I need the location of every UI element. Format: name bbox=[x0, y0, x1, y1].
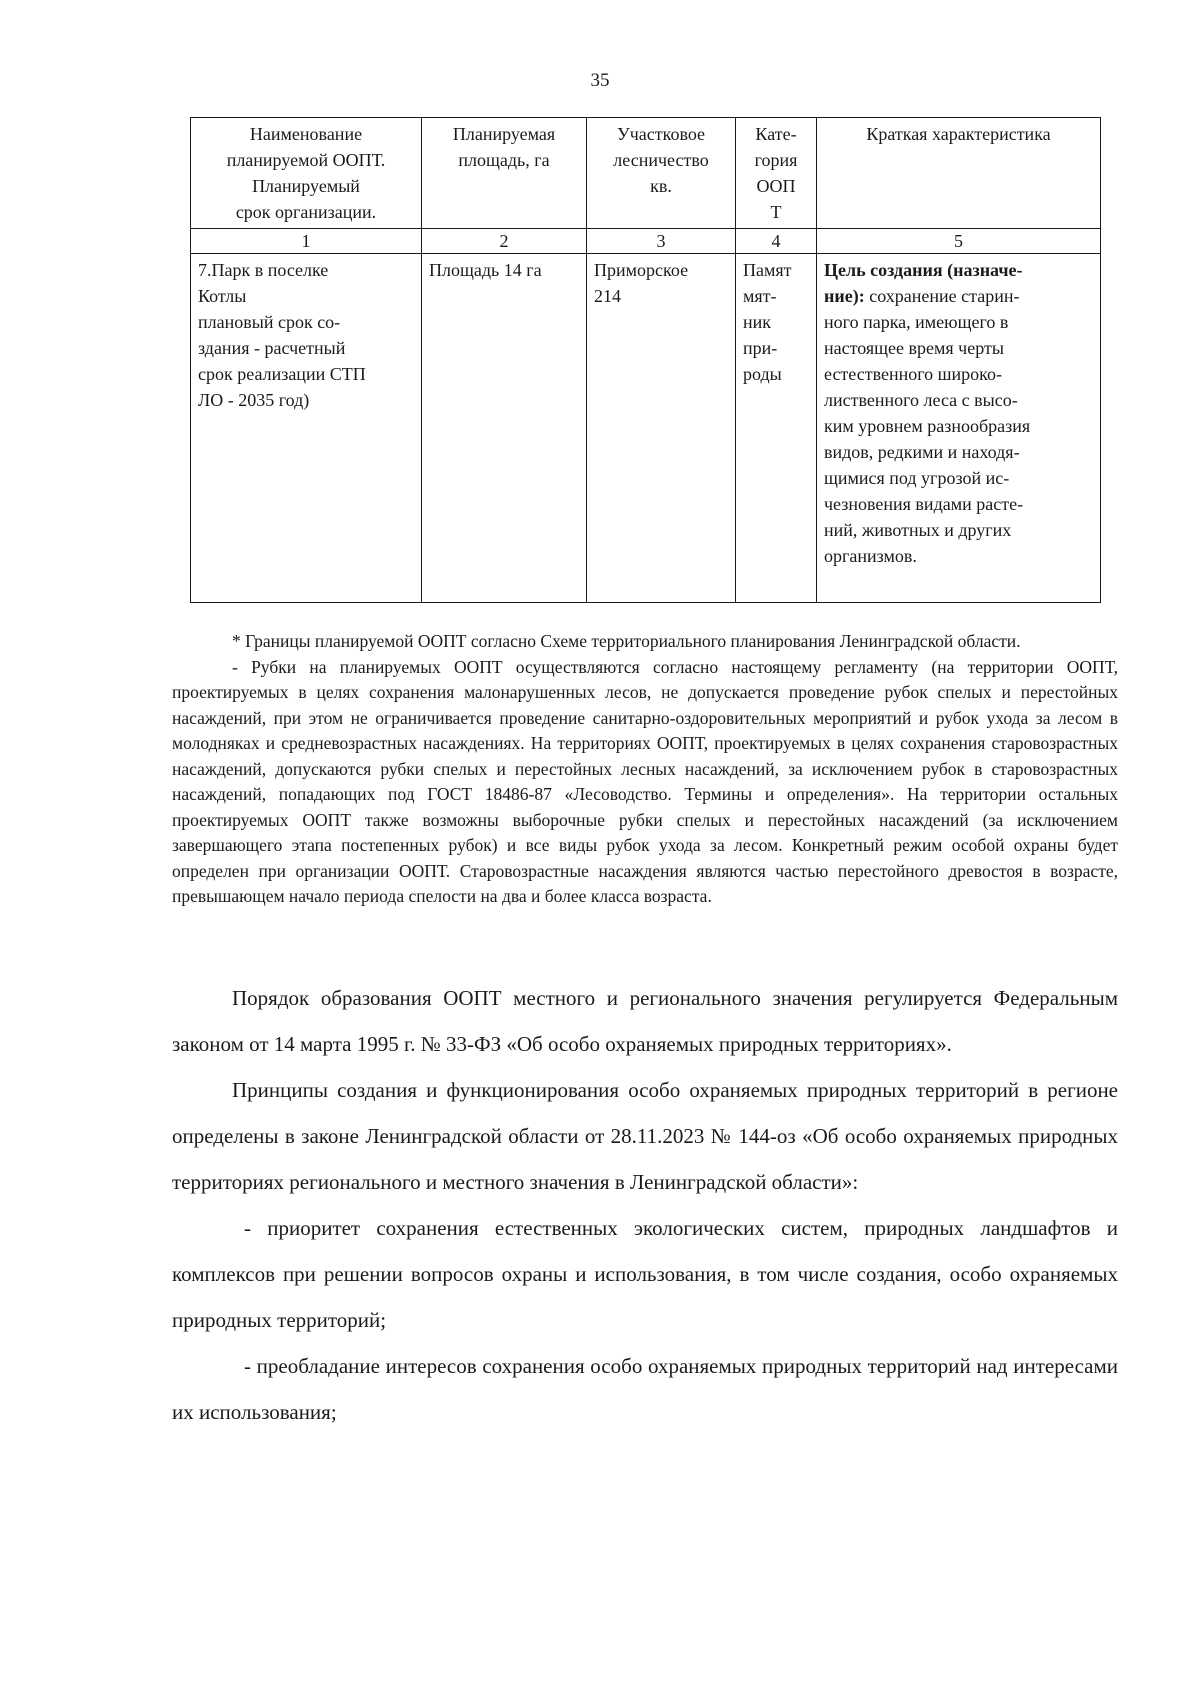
paragraph: Порядок образования ООПТ местного и регионального значения регулируется Федеральным законом от 14 марта 1995 г. № 33-ФЗ «Об особо охраняемых природных территориях». bbox=[172, 986, 1118, 1056]
footnote: * Границы планируемой ООПТ согласно Схеме территориального планирования Ленинградской области. bbox=[232, 631, 1021, 651]
table-row bbox=[191, 254, 1101, 603]
principle-item: - приоритет сохранения естественных экологических систем, природных ландшафтов и комплексов при решении вопросов охраны и использования, в том числе создания, особо охраняемых природных территорий; bbox=[172, 1216, 1118, 1332]
column-number: 2 bbox=[422, 229, 587, 254]
page-number: 35 bbox=[590, 70, 610, 91]
header-category: Кате- гория ООП Т bbox=[736, 118, 817, 229]
note-paragraph: - Рубки на планируемых ООПТ осуществляются согласно настоящему регламенту (на территории ООПТ, проектируемых в целях сохранения малонарушенных лесов, не допускается проведение рубок спелых и перестойных насаждений, при этом не ограничивается проведение санитарно-оздоровительных мероприятий и рубок ухода за лесом в молодняках и средневозрастных насаждениях. На территориях ООПТ, проектируемых в целях сохранения старовозрастных насаждений, допускаются рубки спелых и перестойных лесных насаждений, за исключением рубок в старовозрастных насаждений, попадающих под ГОСТ 18486-87 «Лесоводство. Термины и определения». На территории остальных проектируемых ООПТ также возможны выборочные рубки спелых и перестойных насаждений (за исключением завершающего этапа постепенных рубок) и все виды рубок ухода за лесом. Конкретный режим особой охраны будет определен при организации ООПТ. Старовозрастные насаждения являются частью перестойного древостоя в возрасте, превышающем начало периода спелости на два и более класса возраста. bbox=[172, 656, 1118, 906]
ootp-table bbox=[190, 117, 1101, 603]
header-description: Краткая характеристика bbox=[817, 118, 1101, 229]
column-number: 3 bbox=[587, 229, 736, 254]
header-name: Наименование планируемой ООПТ. Планируемый срок организации. bbox=[191, 118, 422, 229]
column-number: 1 bbox=[191, 229, 422, 254]
column-number-row bbox=[191, 229, 1101, 254]
footnote-block bbox=[172, 629, 1118, 910]
paragraph: Принципы создания и функционирования особо охраняемых природных территорий в регионе определены в законе Ленинградской области от 28.11.2023 № 144-оз «Об особо охраняемых природных территориях регионального и местного значения в Ленинградской области»: bbox=[172, 1078, 1118, 1194]
cell-description bbox=[817, 254, 1101, 603]
cell-forestry: Приморское 214 bbox=[587, 254, 736, 603]
principle-item: - преобладание интересов сохранения особо охраняемых природных территорий над интересами их использования; bbox=[172, 1354, 1118, 1424]
column-number: 5 bbox=[817, 229, 1101, 254]
column-number: 4 bbox=[736, 229, 817, 254]
cell-category: Памят мят- ник при- роды bbox=[736, 254, 817, 603]
cell-area: Площадь 14 га bbox=[422, 254, 587, 603]
purpose-label: Цель создания (назначе- ние): bbox=[824, 260, 1023, 306]
table-header-row bbox=[191, 118, 1101, 229]
header-forestry: Участковое лесничество кв. bbox=[587, 118, 736, 229]
header-area: Планируемая площадь, га bbox=[422, 118, 587, 229]
cell-name: 7.Парк в поселке Котлы плановый срок со- здания - расчетный срок реализации СТП ЛО - 2035 год) bbox=[191, 254, 422, 603]
body-text bbox=[172, 975, 1118, 1435]
purpose-text: сохранение старин- ного парка, имеющего в настоящее время черты естественного широко- лиственного леса с высо- ким уровнем разнообразия видов, редкими и находя- щимися под угрозой ис- чезновения видами расте- ний, животных и других организмов. bbox=[824, 286, 1031, 566]
